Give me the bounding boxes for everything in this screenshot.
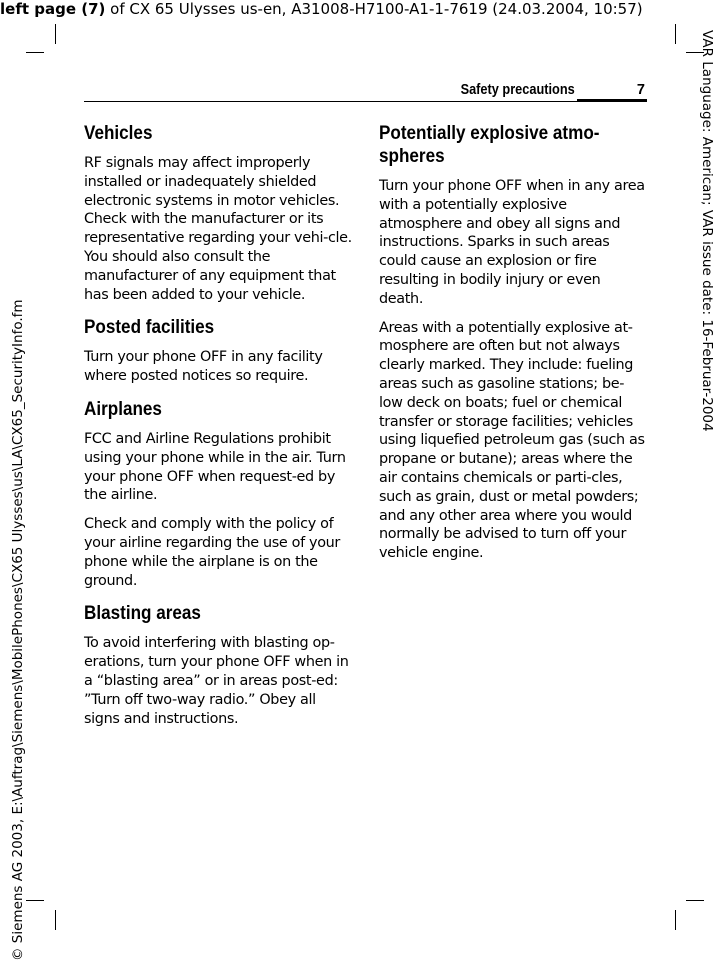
section-heading: Airplanes [84,398,162,420]
section-paragraph: RF signals may affect improperly installed or inadequately shielded electronic systems in motor vehicles. Check with the manufacturer or its representative regarding your vehi-cle. You should also consult the manufacturer of any equipment that has been added to your vehicle. [84,155,352,303]
print-header [0,0,725,18]
crop-mark-bottom-right-h [686,900,704,901]
crop-mark-top-left-v [55,24,56,44]
section-paragraph: Areas with a potentially explosive at-mosphere are often but not always clearly marked. They include: fueling areas such as gasoline stations; be-low deck on boats; fuel or chemical transfer or storage facilities; vehicles using liquefied petroleum gas (such as propane or butane); areas where the air contains chemicals or parti-cles, such as grain, dust or metal powders; and any other area where you would normally be advised to turn off your vehicle engine. [379,319,645,562]
section-paragraph: Check and comply with the policy of your airline regarding the use of your phone while the airplane is on the ground. [84,516,340,589]
section-posted-facilities [84,316,352,386]
section-airplanes [84,398,352,590]
crop-mark-top-left-h [26,52,44,53]
crop-mark-top-right-v [675,24,676,44]
section-title: Safety precautions [460,82,575,98]
crop-mark-bottom-left-v [55,910,56,930]
section-vehicles [84,122,352,304]
header-rule [84,101,647,102]
var-info-margin: VAR Language: American; VAR issue date: 16-Februar-2004 [699,30,715,432]
section-heading: Potentially explosive atmo-spheres [379,123,600,167]
right-column [379,122,647,575]
page-number: 7 [636,82,645,98]
section-heading: Posted facilities [84,317,215,339]
section-heading: Blasting areas [84,603,201,625]
crop-mark-bottom-left-h [26,900,44,901]
section-explosive-atmospheres [379,122,647,563]
header-bar [577,99,647,102]
left-column [84,122,352,740]
section-blasting-areas [84,602,352,728]
file-path-margin: © Siemens AG 2003, E:\Auftrag\Siemens\MobilePhones\CX65 Ulysses\us\LA\CX65_SecurityInfo.fm [10,299,26,961]
section-paragraph: Turn your phone OFF when in any area with a potentially explosive atmosphere and obey all signs and instructions. Sparks in such areas could cause an explosion or fire resulting in bodily injury or even death. [379,178,645,307]
section-paragraph: To avoid interfering with blasting op-erations, turn your phone OFF when in a “blasting area” or in areas post-ed: ”Turn off two-way radio.” Obey all signs and instructions. [84,635,349,727]
section-heading: Vehicles [84,123,153,144]
running-header [84,80,647,102]
crop-mark-bottom-right-v [675,910,676,930]
print-header-label: left page (7) [0,0,106,18]
section-paragraph: FCC and Airline Regulations prohibit using your phone while in the air. Turn your phone OFF when request-ed by the airline. [84,430,346,504]
section-paragraph: Turn your phone OFF in any facility where posted notices so require. [84,349,323,385]
print-header-info: of CX 65 Ulysses us-en, A31008-H7100-A1-1-7619 (24.03.2004, 10:57) [105,0,643,18]
